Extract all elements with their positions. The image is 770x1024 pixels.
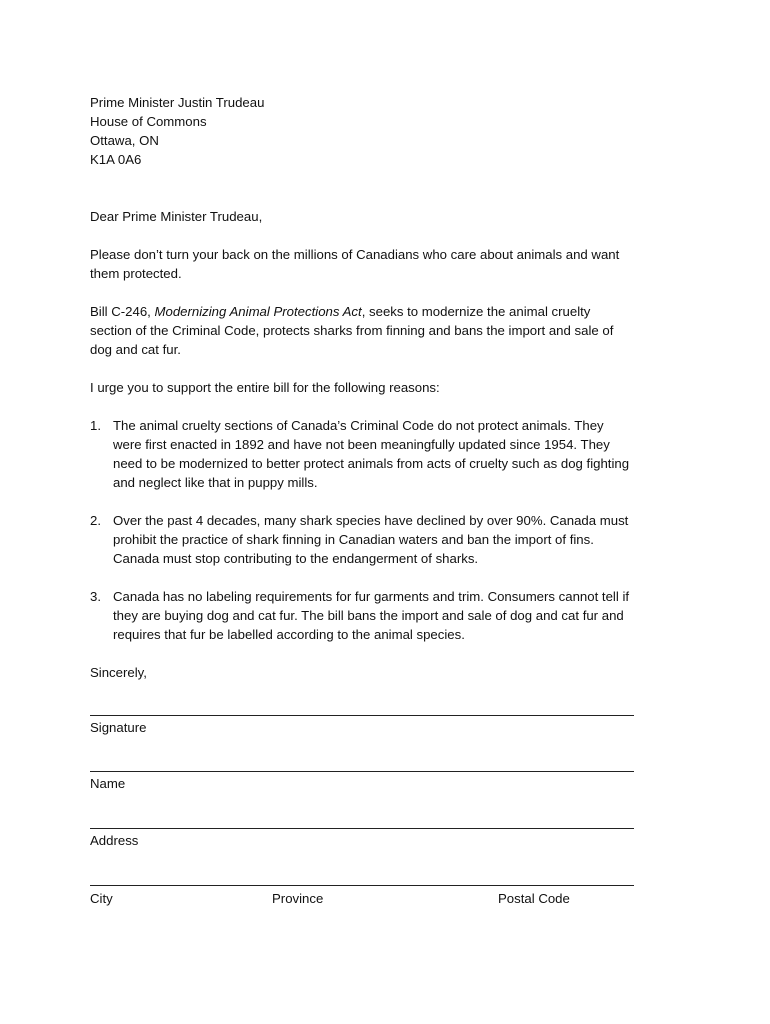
list-item-number: 2. — [90, 513, 101, 528]
recipient-address — [90, 93, 635, 169]
list-item — [90, 511, 635, 568]
letter-body — [90, 93, 635, 682]
bill-paragraph — [90, 302, 635, 359]
reasons-list — [90, 416, 635, 644]
list-item — [90, 416, 635, 492]
city-label: City — [90, 891, 113, 906]
list-item-text: Over the past 4 decades, many shark species have declined by over 90%. Canada must prohibit the practice of shark finning in Canadian waters and ban the import of fins. Canada must stop contributing to the endangerment of sharks. — [113, 513, 629, 566]
list-item-text: The animal cruelty sections of Canada’s Criminal Code do not protect animals. They were first enacted in 1892 and have not been meaningfully updated since 1954. They need to be modernized to better protect animals from acts of cruelty such as dog fighting and neglect like that in puppy mills. — [113, 418, 630, 490]
closing: Sincerely, — [90, 665, 147, 680]
salutation: Dear Prime Minister Trudeau, — [90, 209, 263, 224]
bill-prefix: Bill C-246, — [90, 304, 155, 319]
list-item — [90, 587, 635, 644]
urge-paragraph: I urge you to support the entire bill for the following reasons: — [90, 380, 440, 395]
bill-title: Modernizing Animal Protections Act — [154, 304, 362, 319]
recipient-organization: House of Commons — [90, 114, 207, 129]
address-label: Address — [90, 833, 139, 848]
name-label: Name — [90, 776, 126, 791]
address-line[interactable] — [90, 828, 634, 829]
signature-line[interactable] — [90, 715, 634, 716]
signature-label: Signature — [90, 720, 147, 735]
city-province-postal-line[interactable] — [90, 885, 634, 886]
name-line[interactable] — [90, 771, 634, 772]
list-item-text: Canada has no labeling requirements for fur garments and trim. Consumers cannot tell if they are buying dog and cat fur. The bill bans the import and sale of dog and cat fur and requires that fur be labelled according to the animal species. — [113, 589, 630, 642]
recipient-city: Ottawa, ON — [90, 133, 159, 148]
recipient-name: Prime Minister Justin Trudeau — [90, 95, 265, 110]
recipient-postal-code: K1A 0A6 — [90, 152, 142, 167]
list-item-number: 1. — [90, 418, 101, 433]
intro-paragraph: Please don’t turn your back on the millions of Canadians who care about animals and want them protected. — [90, 247, 620, 281]
list-item-number: 3. — [90, 589, 101, 604]
postal-code-label: Postal Code — [498, 891, 570, 906]
province-label: Province — [272, 891, 324, 906]
bill-suffix: , seeks to modernize the animal cruelty section of the Criminal Code, protects sharks from finning and bans the import and sale of dog and cat fur. — [90, 304, 614, 357]
